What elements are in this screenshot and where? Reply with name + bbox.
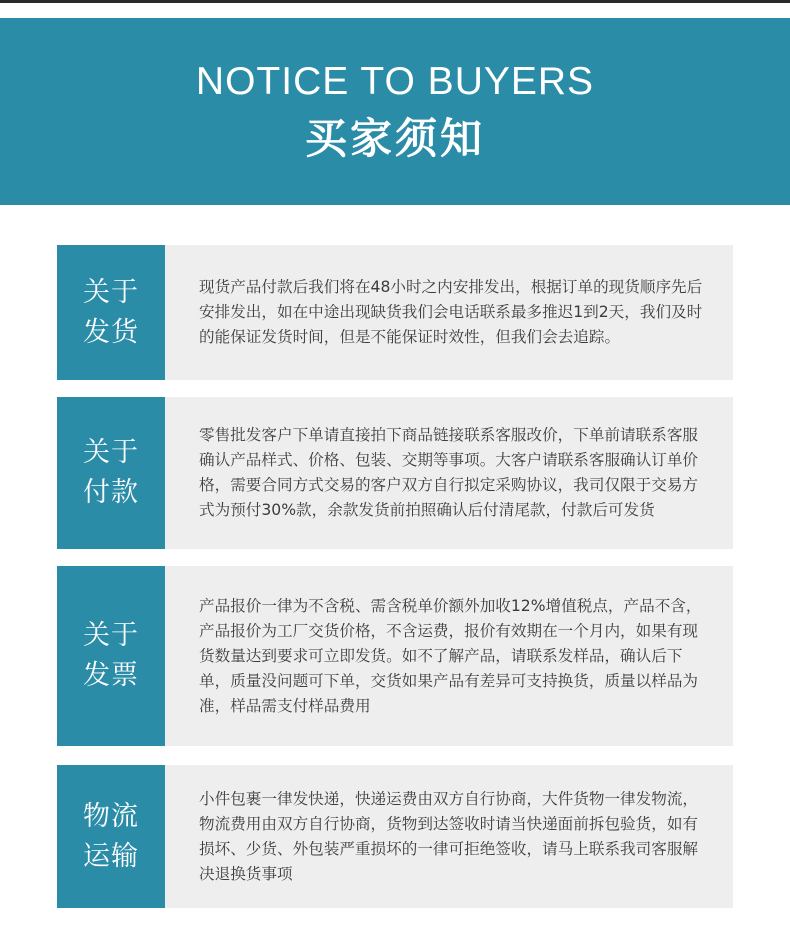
section-shipping (57, 245, 733, 380)
header-banner (0, 18, 790, 205)
section-label (57, 566, 165, 746)
section-content (165, 765, 733, 908)
section-text: 零售批发客户下单请直接拍下商品链接联系客服改价，下单前请联系客服确认产品样式、价格、包装、交期等事项。大客户请联系客服确认订单价格，需要合同方式交易的客户双方自行拟定采购协议，我司仅限于交易方式为预付30%款，余款发货前拍照确认后付清尾款，付款后可发货 (199, 426, 699, 519)
section-invoice (57, 566, 733, 746)
section-label-line1: 关于 (83, 276, 139, 308)
section-label-line2: 运输 (83, 840, 139, 872)
page-subtitle: 买家须知 (304, 114, 485, 163)
section-text: 现货产品付款后我们将在48小时之内安排发出，根据订单的现货顺序先后安排发出，如在中途出现缺货我们会电话联系最多推迟1到2天，我们及时的能保证发货时间，但是不能保证时效性，但我们会去追踪。 (199, 278, 703, 346)
section-text: 产品报价一律为不含税、需含税单价额外加收12%增值税点，产品不含，产品报价为工厂交货价格，不含运费，报价有效期在一个月内，如果有现货数量达到要求可立即发货。如不了解产品，请联系发样品，确认后下单，质量没问题可下单，交货如果产品有差异可支持换货，质量以样品为准，样品需支付样品费用 (199, 596, 702, 715)
page-title: NOTICE TO BUYERS (195, 60, 595, 103)
section-label-line1: 物流 (83, 800, 139, 832)
section-label (57, 397, 165, 549)
section-content (165, 566, 733, 746)
section-label-line2: 发票 (83, 660, 139, 691)
top-divider (0, 0, 790, 3)
section-text: 小件包裹一律发快递，快递运费由双方自行协商，大件货物一律发物流，物流费用由双方自行协商，货物到达签收时请当快递面前拆包验货，如有损坏、少货、外包装严重损坏的一律可拒绝签收，请马上联系我司客服解决退换货事项 (199, 789, 699, 883)
section-payment (57, 397, 733, 549)
section-label-line2: 发货 (83, 316, 139, 348)
section-label (57, 765, 165, 908)
section-label-line1: 关于 (83, 437, 139, 468)
section-label-line1: 关于 (83, 620, 139, 651)
section-label (57, 245, 165, 380)
section-logistics (57, 765, 733, 908)
section-content (165, 397, 733, 549)
section-content (165, 245, 733, 380)
section-label-line2: 付款 (83, 477, 139, 508)
